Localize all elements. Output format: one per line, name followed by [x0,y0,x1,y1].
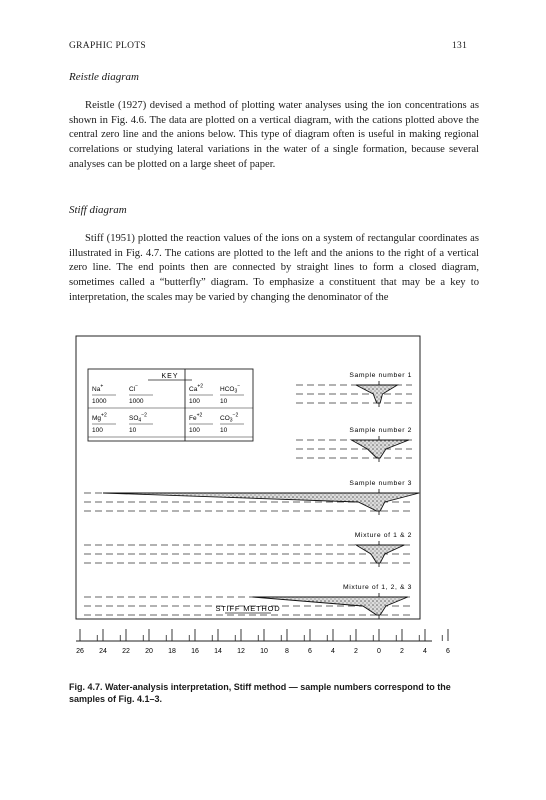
x-tick-label: 26 [76,648,84,655]
paragraph-stiff: Stiff (1951) plotted the reaction values of the ions on a system of rectangular coordinates as illustrated in Fig. 4.7. The cations are plotted to the left and the anions to the right of a vertical zero line. The end points then are connected by straight lines to form a closed diagram, sometimes called a “butterfly” diagram. To emphasize a constituent that may be a key to interpretation, the scales may be varied by changing the denominator of the [69,233,479,303]
x-tick-label: 14 [214,648,222,655]
x-tick-label: 4 [331,648,335,655]
key-title: KEY [161,373,179,380]
key-ion-label: $HCO_3^-$ [220,383,241,395]
x-axis [76,629,450,655]
sample-row-1 [296,372,412,407]
x-tick-label: 10 [260,648,268,655]
sample-label: Mixture of 1 & 2 [354,532,412,539]
key-scale-value: 100 [189,398,200,405]
x-tick-label: 2 [400,648,404,655]
sample-row-4 [84,532,412,567]
x-tick-label: 24 [99,648,107,655]
x-tick-label: 12 [237,648,245,655]
x-tick-label: 20 [145,648,153,655]
x-tick-label: 8 [285,648,289,655]
x-tick-label: 0 [377,648,381,655]
key-ion-label: Cl− [129,383,139,393]
page-number: 131 [452,41,468,51]
sample-label: Mixture of 1, 2, & 3 [342,584,412,591]
key-ion-label: $Fe^{+2}$ [189,412,203,422]
diagram-rows [84,372,419,619]
key-ion-label: $Mg^{+2}$ [92,412,107,422]
section-heading-stiff: Stiff diagram [69,204,127,216]
method-label: STIFF METHOD [215,604,281,613]
figure-caption: Fig. 4.7. Water-analysis interpretation, Stiff method — sample numbers correspond to the samples of Fig. 4.1–3. [69,682,451,704]
key-scale-value: 1000 [92,398,107,405]
key-scale-value: 10 [220,427,228,434]
x-tick-label: 2 [354,648,358,655]
x-tick-label: 18 [168,648,176,655]
sample-label: Sample number 2 [349,427,412,434]
x-tick-label: 22 [122,648,130,655]
sample-row-3 [84,480,419,515]
stiff-figure [60,336,450,666]
section-heading-reistle: Reistle diagram [69,71,139,83]
key-scale-value: 100 [189,427,200,434]
key-scale-value: 10 [129,427,137,434]
key-scale-value: 10 [220,398,228,405]
sample-row-2 [296,427,412,462]
x-tick-label: 6 [308,648,312,655]
x-tick-label: 6 [446,648,450,655]
key-box [88,369,253,441]
sample-label: Sample number 3 [349,480,412,487]
key-ion-label: Na+ [92,383,104,393]
key-scale-value: 1000 [129,398,144,405]
key-ion-label: $SO_4^{-2}$ [129,412,147,424]
key-ion-label: $CO_3^{-2}$ [220,412,239,424]
sample-label: Sample number 1 [349,372,412,379]
key-ion-label: $Ca^{+2}$ [189,383,204,393]
x-tick-label: 4 [423,648,427,655]
key-scale-value: 100 [92,427,103,434]
sample-row-5 [84,584,412,619]
running-header: GRAPHIC PLOTS [69,41,147,51]
paragraph-reistle: Reistle (1927) devised a method of plotting water analyses using the ion concentrations as shown in Fig. 4.6. The data are plotted on a vertical diagram, with the cations plotted above the central zero line and the anions below. This type of diagram often is useful in making regional correlations or studying lateral variations in the water of a single formation, because several analyses can be plotted on a large sheet of paper. [69,100,479,170]
x-tick-label: 16 [191,648,199,655]
